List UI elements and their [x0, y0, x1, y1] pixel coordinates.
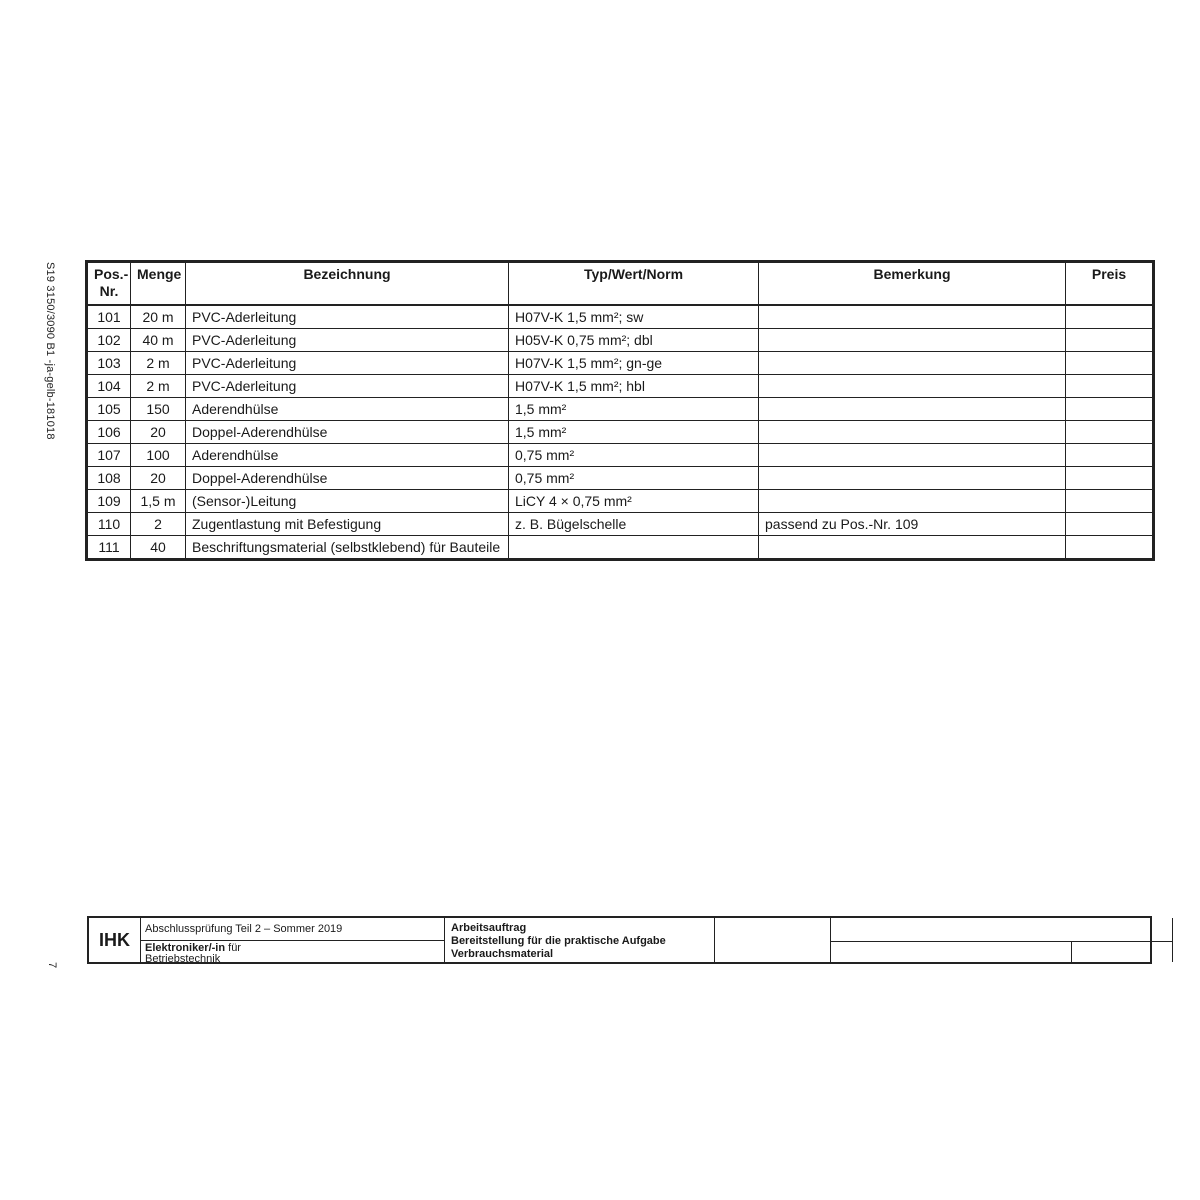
cell-typ: z. B. Bügelschelle — [509, 513, 759, 536]
cell-typ: H07V-K 1,5 mm²; hbl — [509, 375, 759, 398]
document-code: S19 3150/3090 B1 -ja-gelb-181018 — [44, 262, 56, 440]
cell-menge: 2 — [131, 513, 186, 536]
table-row — [88, 490, 1153, 513]
cell-menge: 150 — [131, 398, 186, 421]
cell-preis — [1066, 398, 1153, 421]
table-row — [88, 305, 1153, 329]
cell-preis — [1066, 490, 1153, 513]
exam-info — [141, 918, 445, 965]
footer-blank-cell — [715, 918, 831, 962]
cell-menge: 20 m — [131, 305, 186, 329]
cell-pos: 110 — [88, 513, 131, 536]
table-row — [88, 375, 1153, 398]
cell-bezeichnung: (Sensor-)Leitung — [186, 490, 509, 513]
table-row — [88, 398, 1153, 421]
cell-preis — [1066, 305, 1153, 329]
cell-bemerkung — [759, 421, 1066, 444]
parts-table — [87, 262, 1153, 559]
cell-bemerkung — [759, 398, 1066, 421]
cell-menge: 40 — [131, 536, 186, 559]
cell-bezeichnung: Aderendhülse — [186, 398, 509, 421]
task-subtitle: Verbrauchsmaterial — [451, 948, 554, 960]
cell-menge: 2 m — [131, 375, 186, 398]
cell-preis — [1066, 536, 1153, 559]
cell-menge: 2 m — [131, 352, 186, 375]
header-bemerkung: Bemerkung — [759, 263, 1066, 306]
cell-pos: 104 — [88, 375, 131, 398]
footer-block — [87, 916, 1152, 964]
cell-pos: 109 — [88, 490, 131, 513]
cell-menge: 20 — [131, 467, 186, 490]
footer-blank-cell-right — [1173, 918, 1200, 962]
cell-preis — [1066, 352, 1153, 375]
cell-menge: 1,5 m — [131, 490, 186, 513]
task-type: Arbeitsauftrag — [451, 922, 527, 934]
cell-menge: 100 — [131, 444, 186, 467]
cell-typ: 1,5 mm² — [509, 398, 759, 421]
cell-bezeichnung: Doppel-Aderendhülse — [186, 421, 509, 444]
cell-bemerkung — [759, 329, 1066, 352]
cell-bezeichnung: PVC-Aderleitung — [186, 329, 509, 352]
table-row — [88, 536, 1153, 559]
cell-pos: 101 — [88, 305, 131, 329]
cell-preis — [1066, 421, 1153, 444]
cell-preis — [1066, 375, 1153, 398]
footer-blank-grid — [831, 918, 1173, 962]
header-typ: Typ/Wert/Norm — [509, 263, 759, 306]
cell-preis — [1066, 467, 1153, 490]
cell-bemerkung — [759, 490, 1066, 513]
cell-bezeichnung: Doppel-Aderendhülse — [186, 467, 509, 490]
table-row — [88, 467, 1153, 490]
cell-pos: 105 — [88, 398, 131, 421]
cell-bezeichnung: PVC-Aderleitung — [186, 375, 509, 398]
cell-pos: 103 — [88, 352, 131, 375]
task-info — [445, 918, 715, 962]
header-menge: Menge — [131, 263, 186, 306]
table-row — [88, 444, 1153, 467]
cell-typ: 1,5 mm² — [509, 421, 759, 444]
cell-bemerkung — [759, 444, 1066, 467]
table-row — [88, 329, 1153, 352]
task-title: Bereitstellung für die praktische Aufgabe — [451, 935, 666, 947]
table-row — [88, 513, 1153, 536]
cell-typ: H07V-K 1,5 mm²; sw — [509, 305, 759, 329]
cell-typ: H05V-K 0,75 mm²; dbl — [509, 329, 759, 352]
cell-preis — [1066, 513, 1153, 536]
cell-typ: 0,75 mm² — [509, 467, 759, 490]
cell-menge: 20 — [131, 421, 186, 444]
cell-bemerkung — [759, 536, 1066, 559]
cell-bezeichnung: Zugentlastung mit Befestigung — [186, 513, 509, 536]
cell-bemerkung — [759, 467, 1066, 490]
cell-bemerkung — [759, 375, 1066, 398]
cell-pos: 108 — [88, 467, 131, 490]
cell-typ: H07V-K 1,5 mm²; gn-ge — [509, 352, 759, 375]
page-number: 7 — [46, 962, 58, 969]
cell-bezeichnung: Beschriftungsmaterial (selbstklebend) für Bauteile — [186, 536, 509, 559]
cell-bemerkung — [759, 352, 1066, 375]
table-body — [88, 305, 1153, 559]
header-bezeichnung: Bezeichnung — [186, 263, 509, 306]
cell-bemerkung — [759, 305, 1066, 329]
cell-menge: 40 m — [131, 329, 186, 352]
cell-pos: 111 — [88, 536, 131, 559]
cell-pos: 106 — [88, 421, 131, 444]
profession-title: Elektroniker/-in — [145, 942, 226, 954]
profession — [141, 941, 444, 965]
ihk-logo: IHK — [89, 918, 141, 962]
exam-title: Abschlussprüfung Teil 2 – Sommer 2019 — [141, 918, 444, 941]
cell-bezeichnung: Aderendhülse — [186, 444, 509, 467]
table-header-row — [88, 263, 1153, 306]
table-row — [88, 352, 1153, 375]
cell-bezeichnung: PVC-Aderleitung — [186, 352, 509, 375]
profession-line2: Betriebstechnik — [145, 953, 221, 965]
cell-typ: LiCY 4 × 0,75 mm² — [509, 490, 759, 513]
table-row — [88, 421, 1153, 444]
cell-bemerkung: passend zu Pos.-Nr. 109 — [759, 513, 1066, 536]
header-preis: Preis — [1066, 263, 1153, 306]
cell-typ — [509, 536, 759, 559]
header-pos: Pos.- Nr. — [88, 263, 131, 306]
profession-suffix: für — [225, 942, 241, 954]
cell-preis — [1066, 329, 1153, 352]
cell-preis — [1066, 444, 1153, 467]
cell-bezeichnung: PVC-Aderleitung — [186, 305, 509, 329]
cell-typ: 0,75 mm² — [509, 444, 759, 467]
cell-pos: 107 — [88, 444, 131, 467]
cell-pos: 102 — [88, 329, 131, 352]
